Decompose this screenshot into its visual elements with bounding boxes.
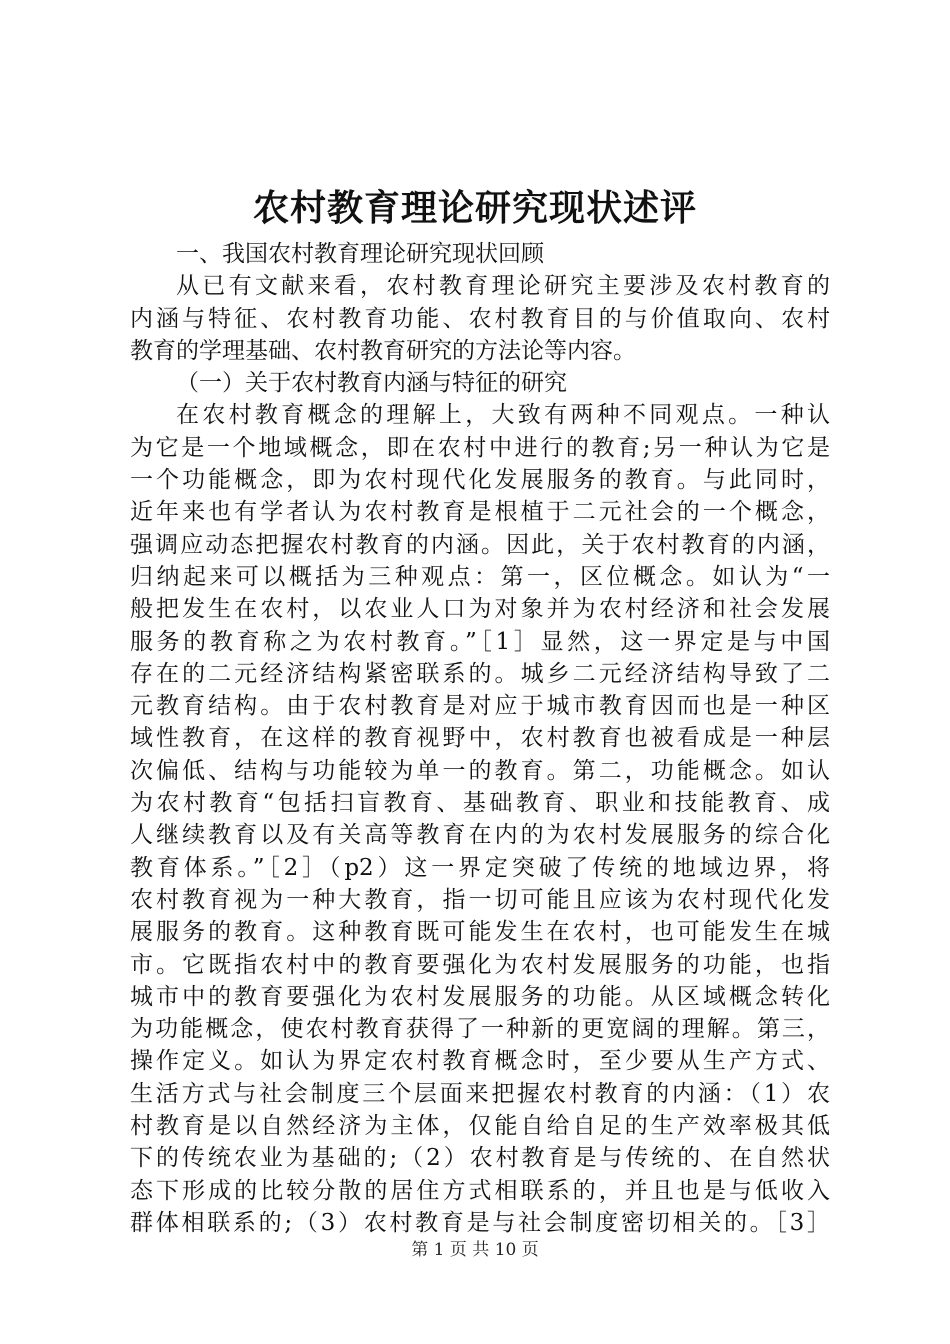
text-line: 域性教育，在这样的教育视野中，农村教育也被看成是一种层 bbox=[130, 725, 830, 752]
text-line: 近年来也有学者认为农村教育是根植于二元社会的一个概念， bbox=[130, 499, 830, 526]
text-line: 在农村教育概念的理解上，大致有两种不同观点。一种认 bbox=[176, 402, 830, 429]
text-line: 一、我国农村教育理论研究现状回顾 bbox=[176, 241, 544, 267]
text-line: 生活方式与社会制度三个层面来把握农村教育的内涵：（1）农 bbox=[130, 1080, 830, 1107]
text-line: 群体相联系的;（3）农村教育是与社会制度密切相关的。［3］ bbox=[130, 1209, 830, 1236]
text-line: 市。它既指农村中的教育要强化为农村发展服务的功能，也指 bbox=[130, 951, 830, 978]
text-line: 人继续教育以及有关高等教育在内的为农村发展服务的综合化 bbox=[130, 822, 830, 849]
text-line: 元教育结构。由于农村教育是对应于城市教育因而也是一种区 bbox=[130, 693, 830, 720]
text-line: 为功能概念，使农村教育获得了一种新的更宽阔的理解。第三， bbox=[130, 1016, 830, 1043]
text-line: 为农村教育“包括扫盲教育、基础教育、职业和技能教育、成 bbox=[130, 790, 830, 817]
text-line: 下的传统农业为基础的;（2）农村教育是与传统的、在自然状 bbox=[130, 1145, 830, 1172]
document-body bbox=[130, 238, 830, 1239]
text-line: 服务的教育称之为农村教育。”［1］显然，这一界定是与中国 bbox=[130, 628, 830, 655]
text-line: 城市中的教育要强化为农村发展服务的功能。从区域概念转化 bbox=[130, 983, 830, 1010]
text-line: 次偏低、结构与功能较为单一的教育。第二，功能概念。如认 bbox=[130, 757, 830, 784]
text-line: 教育的学理基础、农村教育研究的方法论等内容。 bbox=[130, 337, 636, 364]
document-title: 农村教育理论研究现状述评 bbox=[252, 187, 697, 229]
text-line: （一）关于农村教育内涵与特征的研究 bbox=[176, 370, 567, 397]
text-line: 从已有文献来看，农村教育理论研究主要涉及农村教育的 bbox=[176, 273, 830, 300]
text-line: 为它是一个地域概念，即在农村中进行的教育;另一种认为它是 bbox=[130, 434, 830, 461]
text-line: 教育体系。”［2］（p2）这一界定突破了传统的地域边界，将 bbox=[130, 854, 830, 881]
text-line: 展服务的教育。这种教育既可能发生在农村，也可能发生在城 bbox=[130, 919, 830, 946]
text-line: 一个功能概念，即为农村现代化发展服务的教育。与此同时， bbox=[130, 467, 830, 494]
page-footer: 第 1 页 共 10 页 bbox=[411, 1240, 539, 1260]
text-line: 态下形成的比较分散的居住方式相联系的，并且也是与低收入 bbox=[130, 1177, 830, 1204]
text-line: 农村教育视为一种大教育，指一切可能且应该为农村现代化发 bbox=[130, 886, 830, 913]
text-line: 般把发生在农村，以农业人口为对象并为农村经济和社会发展 bbox=[130, 596, 830, 623]
text-line: 归纳起来可以概括为三种观点：第一，区位概念。如认为“一 bbox=[130, 563, 830, 590]
text-line: 内涵与特征、农村教育功能、农村教育目的与价值取向、农村 bbox=[130, 305, 830, 332]
text-line: 村教育是以自然经济为主体，仅能自给自足的生产效率极其低 bbox=[130, 1113, 830, 1140]
text-line: 操作定义。如认为界定农村教育概念时，至少要从生产方式、 bbox=[130, 1048, 830, 1075]
text-line: 存在的二元经济结构紧密联系的。城乡二元经济结构导致了二 bbox=[130, 660, 830, 687]
text-line: 强调应动态把握农村教育的内涵。因此，关于农村教育的内涵， bbox=[130, 531, 830, 558]
